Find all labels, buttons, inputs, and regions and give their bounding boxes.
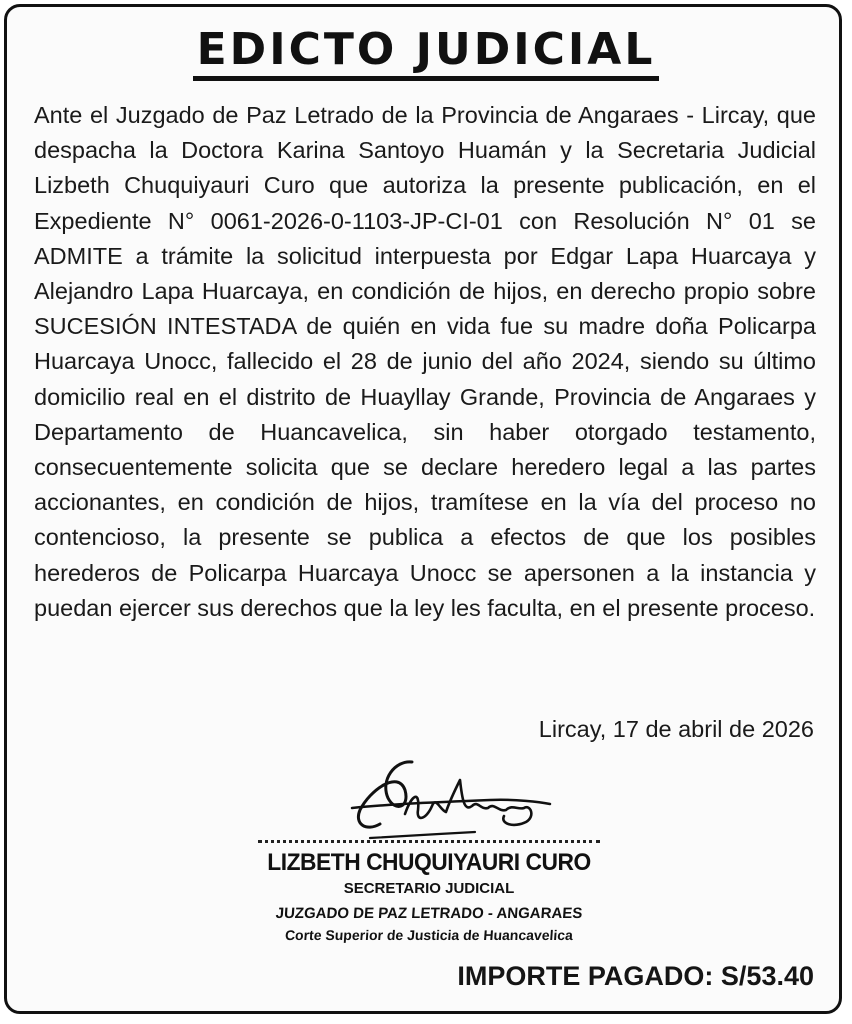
edict-date: Lircay, 17 de abril de 2026 xyxy=(538,716,814,742)
edict-title-text: EDICTO JUDICIAL xyxy=(193,24,660,81)
edict-title xyxy=(0,22,852,81)
secretary-stamp xyxy=(254,840,604,945)
payment-amount: IMPORTE PAGADO: S/53.40 xyxy=(457,961,814,991)
stamp-court: JUZGADO DE PAZ LETRADO - ANGARAES xyxy=(275,905,583,922)
edict-body: Ante el Juzgado de Paz Letrado de la Provincia de Angaraes - Lircay, que despacha la Doctora Karina Santoyo Huamán y la Secretaria Judicial Lizbeth Chuquiyauri Curo que autoriza la presente publicación, en el Expediente N° 0061-2026-0-1103-JP-CI-01 con Resolución N° 01 se ADMITE a trámite la solicitud interpuesta por Edgar Lapa Huarcaya y Alejandro Lapa Huarcaya, en condición de hijos, en derecho propio sobre SUCESIÓN INTESTADA de quién en vida fue su madre doña Policarpa Huarcaya Unocc, fallecido el 28 de junio del año 2024, siendo su último domicilio real en el distrito de Huayllay Grande, Provincia de Angaraes y Departamento de Huancavelica, sin haber otorgado testamento, consecuentemente solicita que se declare heredero legal a las partes accionantes, en condición de hijos, tramítese en la vía del proceso no contencioso, la presente se publica a efectos de que los posibles herederos de Policarpa Huarcaya Unocc se apersonen a la instancia y puedan ejercer sus derechos que la ley les faculta, en el presente proceso. xyxy=(34,102,816,621)
stamp-role: SECRETARIO JUDICIAL xyxy=(343,880,515,897)
stamp-name: LIZBETH CHUQUIYAURI CURO xyxy=(267,849,591,876)
signature-dotted-line xyxy=(258,840,600,843)
stamp-superior-court: Corte Superior de Justicia de Huancavelica xyxy=(284,927,574,943)
